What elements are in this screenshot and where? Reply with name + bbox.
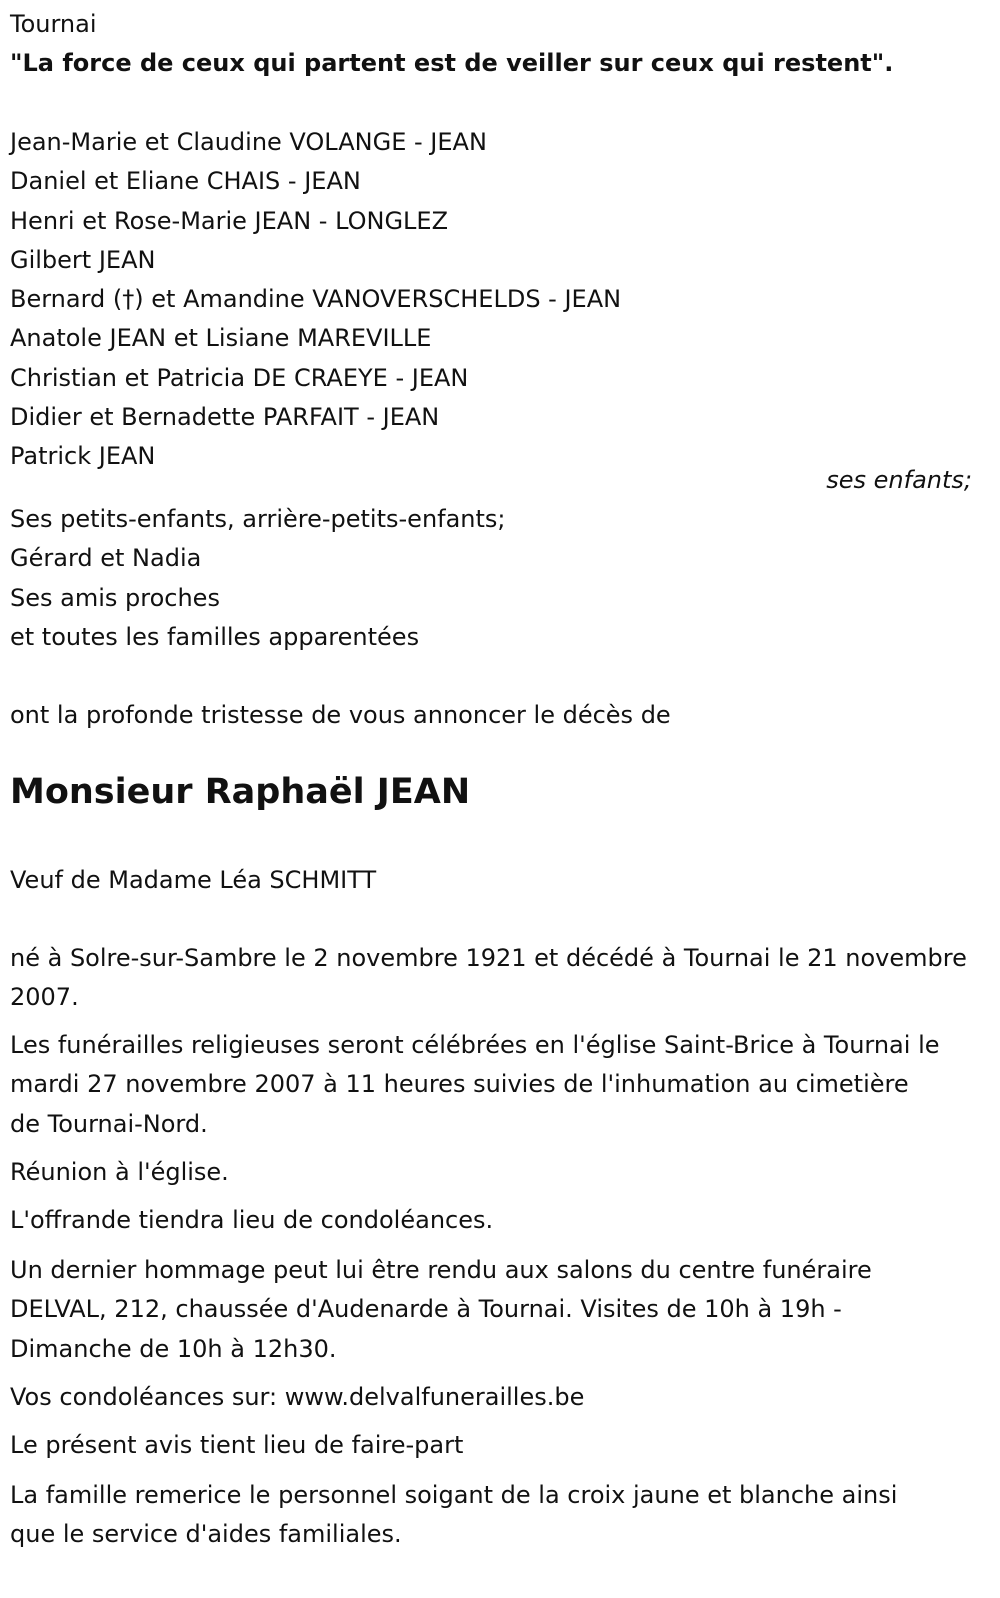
notice-paragraph: Le présent avis tient lieu de faire-part [10, 1431, 464, 1459]
meeting-paragraph: Réunion à l'église. [10, 1158, 229, 1186]
funeral-paragraph: Les funérailles religieuses seront célébrées en l'église Saint-Brice à Tournai le mardi 27 novembre 2007 à 11 heures suivies de l'inhumation au cimetière de Tournai-Nord. [10, 1031, 940, 1138]
other-line: Ses petits-enfants, arrière-petits-enfants; [10, 505, 506, 533]
child-line: Henri et Rose-Marie JEAN - LONGLEZ [10, 206, 449, 235]
visit-paragraph: Un dernier hommage peut lui être rendu aux salons du centre funéraire DELVAL, 212, chaussée d'Audenarde à Tournai. Visites de 10h à 19h - Dimanche de 10h à 12h30. [10, 1256, 872, 1363]
child-line: Christian et Patricia DE CRAEYE - JEAN [10, 363, 469, 392]
condolences-link[interactable]: Vos condoléances sur: www.delvalfunerailles.be [10, 1383, 585, 1411]
header [10, 5, 893, 84]
child-line: Patrick JEAN [10, 442, 156, 471]
other-line: et toutes les familles apparentées [10, 622, 420, 651]
child-line: Jean-Marie et Claudine VOLANGE - JEAN [10, 128, 487, 156]
child-line: Bernard (†) et Amandine VANOVERSCHELDS - JEAN [10, 285, 622, 314]
other-line: Ses amis proches [10, 583, 220, 612]
offering-paragraph: L'offrande tiendra lieu de condoléances. [10, 1206, 494, 1234]
announcement: ont la profonde tristesse de vous annoncer le décès de [10, 701, 671, 729]
location: Tournai [10, 10, 97, 38]
quote: "La force de ceux qui partent est de veiller sur ceux qui restent". [10, 49, 894, 78]
child-line: Daniel et Eliane CHAIS - JEAN [10, 167, 361, 196]
others-list [10, 500, 506, 657]
children-list [10, 123, 621, 477]
other-line: Gérard et Nadia [10, 544, 202, 573]
children-label: ses enfants; [826, 466, 972, 494]
child-line: Anatole JEAN et Lisiane MAREVILLE [10, 324, 432, 353]
widower-line: Veuf de Madame Léa SCHMITT [10, 866, 377, 894]
birth-death-paragraph: né à Solre-sur-Sambre le 2 novembre 1921 et décédé à Tournai le 21 novembre 2007. [10, 944, 967, 1012]
thanks-paragraph: La famille remerice le personnel soigant de la croix jaune et blanche ainsi que le service d'aides familiales. [10, 1481, 898, 1549]
child-line: Didier et Bernadette PARFAIT - JEAN [10, 403, 440, 432]
deceased-name: Monsieur Raphaël JEAN [10, 772, 471, 812]
child-line: Gilbert JEAN [10, 245, 156, 274]
